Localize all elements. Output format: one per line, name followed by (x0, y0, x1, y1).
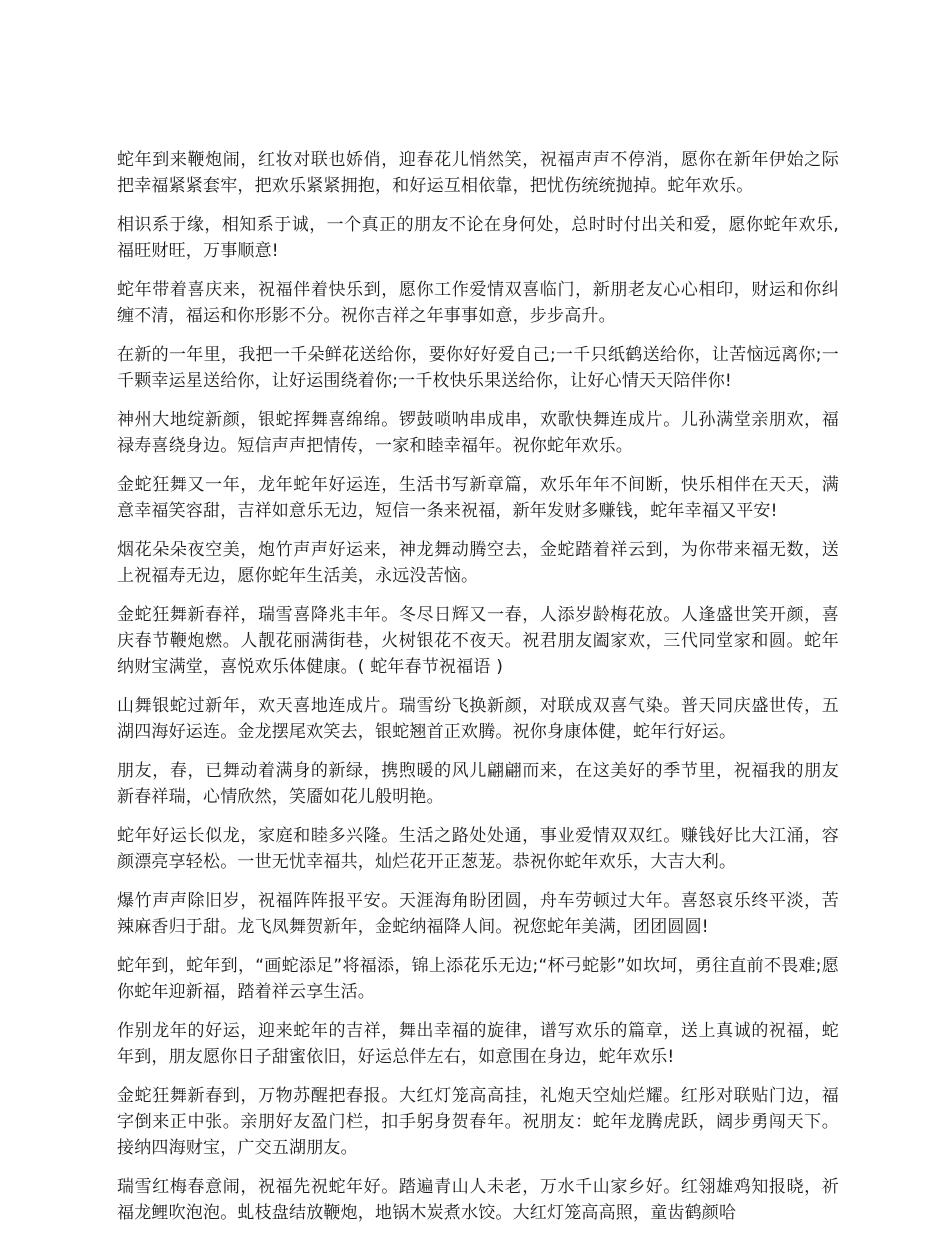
document-body (117, 147, 839, 1239)
paragraph: 爆竹声声除旧岁，祝福阵阵报平安。天涯海角盼团圆，舟车劳顿过大年。喜怒哀乐终平淡，苦辣麻香归于甜。龙飞凤舞贺新年，金蛇纳福降人间。祝您蛇年美满，团团圆圆! (117, 891, 839, 937)
paragraph: 金蛇狂舞又一年，龙年蛇年好运连，生活书写新章篇，欢乐年年不间断，快乐相伴在天天，满意幸福笑容甜，吉祥如意乐无边，短信一条来祝福，新年发财多赚钱，蛇年幸福又平安! (117, 475, 839, 521)
paragraph: 作别龙年的好运，迎来蛇年的吉祥，舞出幸福的旋律，谱写欢乐的篇章，送上真诚的祝福，蛇年到，朋友愿你日子甜蜜依旧，好运总伴左右，如意围在身边，蛇年欢乐! (117, 1021, 839, 1067)
paragraph: 相识系于缘，相知系于诚，一个真正的朋友不论在身何处，总时时付出关和爱，愿你蛇年欢乐,福旺财旺，万事顺意! (117, 215, 839, 261)
paragraph: 蛇年到，蛇年到，“画蛇添足”将福添，锦上添花乐无边;“杯弓蛇影”如坎坷，勇往直前不畏难;愿你蛇年迎新福，踏着祥云享生活。 (117, 956, 839, 1002)
paragraph: 山舞银蛇过新年，欢天喜地连成片。瑞雪纷飞换新颜，对联成双喜气染。普天同庆盛世传，五湖四海好运连。金龙摆尾欢笑去，银蛇翘首正欢腾。祝你身康体健，蛇年行好运。 (117, 696, 839, 742)
paragraph: 金蛇狂舞新春祥，瑞雪喜降兆丰年。冬尽日辉又一春，人添岁龄梅花放。人逢盛世笑开颜，喜庆春节鞭炮燃。人靓花丽满街巷，火树银花不夜天。祝君朋友阖家欢，三代同堂家和圆。蛇年纳财宝满堂，喜悦欢乐体健康。( 蛇年春节祝福语 ) (117, 605, 839, 677)
paragraph: 蛇年带着喜庆来，祝福伴着快乐到，愿你工作爱情双喜临门，新朋老友心心相印，财运和你纠缠不清，福运和你形影不分。祝你吉祥之年事事如意，步步高升。 (117, 280, 839, 326)
paragraph: 瑞雪红梅春意闹，祝福先祝蛇年好。踏遍青山人未老，万水千山家乡好。红翎雄鸡知报晓，祈福龙鲤吹泡泡。虬枝盘结放鞭炮，地锅木炭煮水饺。大红灯笼高高照，童齿鹤颜哈 (117, 1177, 839, 1223)
paragraph: 在新的一年里，我把一千朵鲜花送给你，要你好好爱自己;一千只纸鹤送给你，让苦恼远离你;一千颗幸运星送给你，让好运围绕着你;一千枚快乐果送给你，让好心情天天陪伴你! (117, 345, 839, 391)
paragraph: 神州大地绽新颜，银蛇挥舞喜绵绵。锣鼓唢呐串成串，欢歌快舞连成片。儿孙满堂亲朋欢，福禄寿喜绕身边。短信声声把情传，一家和睦幸福年。祝你蛇年欢乐。 (117, 410, 839, 456)
paragraph: 蛇年好运长似龙，家庭和睦多兴隆。生活之路处处通，事业爱情双双红。赚钱好比大江涌，容颜漂亮享轻松。一世无忧幸福共，灿烂花开正葱茏。恭祝你蛇年欢乐，大吉大利。 (117, 826, 839, 872)
paragraph: 金蛇狂舞新春到，万物苏醒把春报。大红灯笼高高挂，礼炮天空灿烂耀。红彤对联贴门边，福字倒来正中张。亲朋好友盈门栏，扣手躬身贺春年。祝朋友：蛇年龙腾虎跃，阔步勇闯天下。接纳四海财宝，广交五湖朋友。 (117, 1086, 839, 1158)
paragraph: 蛇年到来鞭炮闹，红妆对联也娇俏，迎春花儿悄然笑，祝福声声不停消，愿你在新年伊始之际把幸福紧紧套牢，把欢乐紧紧拥抱，和好运互相依靠，把忧伤统统抛掉。蛇年欢乐。 (117, 150, 839, 196)
paragraph: 朋友，春，已舞动着满身的新绿，携煦暖的风儿翩翩而来，在这美好的季节里，祝福我的朋友新春祥瑞，心情欣然，笑靥如花儿般明艳。 (117, 761, 839, 807)
paragraph: 烟花朵朵夜空美，炮竹声声好运来，神龙舞动腾空去，金蛇踏着祥云到，为你带来福无数，送上祝福寿无边，愿你蛇年生活美，永远没苦恼。 (117, 540, 839, 586)
